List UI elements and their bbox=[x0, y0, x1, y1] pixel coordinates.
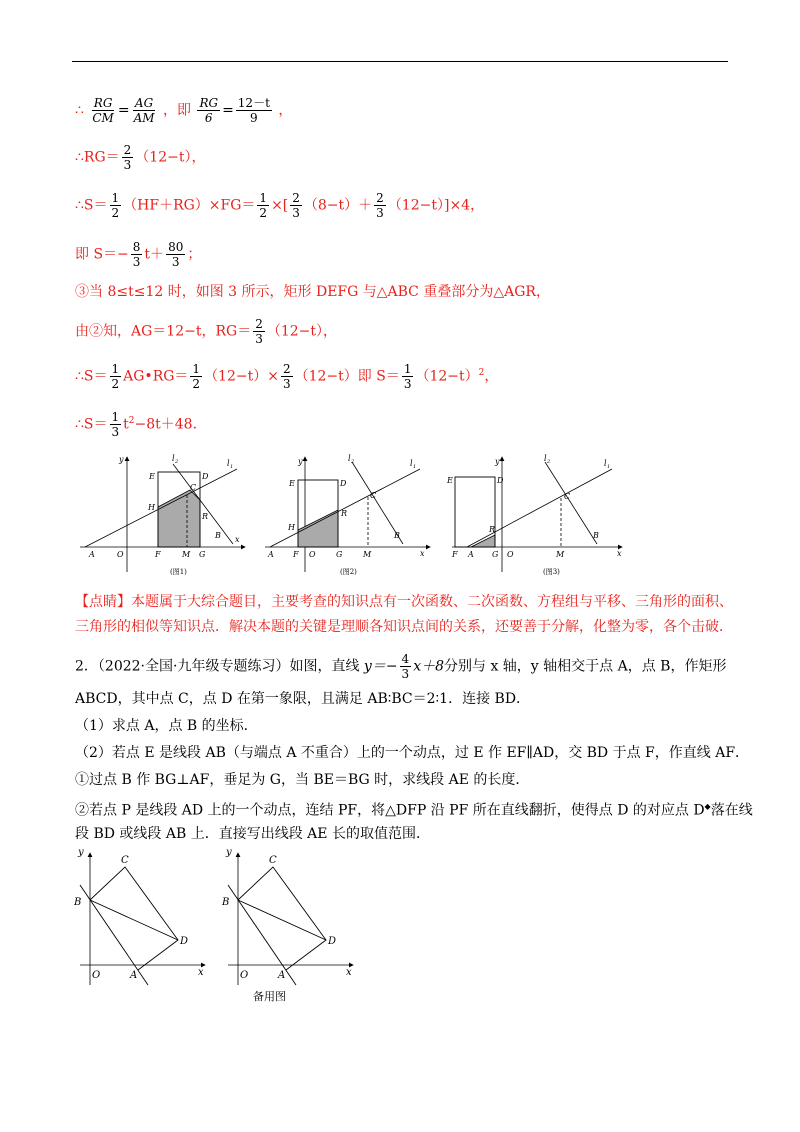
caption-figure-3: (图3) bbox=[543, 568, 560, 576]
svg-text:x: x bbox=[346, 967, 352, 978]
svg-text:H: H bbox=[148, 503, 155, 512]
shaded-overlap bbox=[471, 535, 495, 547]
text: （12−t）， bbox=[135, 149, 206, 166]
svg-text:B: B bbox=[593, 531, 599, 540]
figure-spare bbox=[221, 847, 353, 1003]
caption-figure-2: (图2) bbox=[340, 568, 357, 576]
svg-text:D: D bbox=[497, 476, 504, 485]
figure-2 bbox=[265, 454, 430, 576]
svg-text:R: R bbox=[202, 512, 209, 521]
spare-figure-caption: 备用图 bbox=[253, 990, 286, 1003]
svg-text:y: y bbox=[495, 457, 500, 466]
svg-text:1: 1 bbox=[607, 464, 611, 470]
caption-figure-1: (图1) bbox=[170, 568, 187, 576]
svg-text:x: x bbox=[617, 549, 622, 558]
svg-text:A: A bbox=[130, 970, 138, 981]
svg-text:1: 1 bbox=[230, 464, 234, 470]
svg-text:G: G bbox=[492, 550, 499, 559]
solution-line-2 bbox=[75, 143, 205, 172]
svg-text:l: l bbox=[227, 459, 230, 468]
solution-line-6: 由②知，AG＝12−t，RG＝ $\frac{2}{3}$ （12−t）， bbox=[75, 317, 338, 346]
svg-text:l: l bbox=[544, 454, 547, 463]
solution-line-1: ∴ $\frac{RG}{CM}$ = $\frac{AG}{AM}$ ，即 $\frac{RG}{6}$ = $\frac{12-t}{9}$ ， bbox=[75, 96, 293, 125]
fraction: $\frac{1}{3}$ bbox=[111, 410, 120, 439]
svg-text:E: E bbox=[447, 476, 453, 485]
comment-tag: 【点睛】 bbox=[75, 594, 131, 610]
svg-text:M: M bbox=[363, 550, 372, 559]
fraction: $\frac{1}{2}$ bbox=[192, 362, 201, 391]
fraction: $\frac{1}{2}$ bbox=[259, 191, 268, 220]
svg-text:2: 2 bbox=[175, 459, 179, 465]
svg-text:D: D bbox=[340, 479, 347, 488]
svg-text:x: x bbox=[198, 967, 204, 978]
svg-text:C: C bbox=[269, 855, 277, 866]
prime-mark: ◆ bbox=[704, 802, 711, 811]
svg-text:B: B bbox=[215, 531, 221, 540]
fraction: $\frac{12-t}{9}$ bbox=[237, 96, 270, 125]
fraction: $\frac{RG}{CM}$ bbox=[92, 96, 114, 125]
svg-text:2: 2 bbox=[547, 459, 551, 465]
fraction: $\frac{1}{2}$ bbox=[111, 191, 120, 220]
figure-main bbox=[73, 847, 205, 985]
svg-text:A: A bbox=[89, 550, 95, 559]
question-1: （1）求点 A，点 B 的坐标． bbox=[75, 718, 258, 734]
text: ， bbox=[278, 102, 293, 119]
solution-figures bbox=[75, 452, 635, 582]
svg-text:R: R bbox=[341, 509, 348, 518]
svg-text:B: B bbox=[222, 897, 230, 908]
svg-text:O: O bbox=[92, 970, 101, 981]
question-2a: ①过点 B 作 BG⊥AF，垂足为 G，当 BE＝BG 时，求线段 AE 的长度． bbox=[75, 772, 530, 788]
figure-1 bbox=[80, 454, 245, 576]
question-2: （2）若点 E 是线段 AB（与端点 A 不重合）上的一个动点，过 E 作 EF∥AD，交 BD 于点 F，作直线 AF． bbox=[75, 745, 750, 761]
svg-text:l: l bbox=[348, 454, 351, 463]
fraction: $\frac{2}{3}$ bbox=[292, 191, 300, 220]
svg-text:l: l bbox=[604, 459, 607, 468]
svg-text:B: B bbox=[394, 531, 400, 540]
header-rule bbox=[72, 61, 728, 62]
svg-text:G: G bbox=[199, 550, 206, 559]
svg-text:O: O bbox=[240, 970, 249, 981]
fraction: $\frac{2}{3}$ bbox=[123, 143, 132, 172]
text: ∴RG＝ bbox=[75, 149, 120, 166]
svg-text:l: l bbox=[410, 459, 413, 468]
fraction: $\frac{2}{3}$ bbox=[282, 362, 291, 391]
svg-text:C: C bbox=[121, 855, 129, 866]
svg-text:D: D bbox=[180, 936, 189, 947]
fraction: $\frac{80}{3}$ bbox=[168, 240, 184, 269]
svg-text:E: E bbox=[289, 479, 295, 488]
problem-2-line-1: 2．（2022·全国·九年级专题练习）如图，直线 y＝− $\frac{4}{3}$ x＋8分别与 x 轴，y 轴相交于点 A，点 B，作矩形 bbox=[75, 652, 727, 681]
fraction: $\frac{AG}{AM}$ bbox=[133, 96, 155, 125]
svg-text:A: A bbox=[278, 970, 286, 981]
fraction: $\frac{2}{3}$ bbox=[376, 191, 384, 220]
svg-text:F: F bbox=[293, 550, 299, 559]
svg-text:O: O bbox=[309, 550, 316, 559]
therefore-symbol: ∴ bbox=[75, 102, 84, 119]
fraction: $\frac{1}{2}$ bbox=[111, 362, 120, 391]
svg-text:A: A bbox=[268, 550, 274, 559]
text: ，即 bbox=[162, 102, 191, 119]
svg-text:A: A bbox=[468, 550, 474, 559]
svg-text:B: B bbox=[74, 897, 82, 908]
svg-text:1: 1 bbox=[413, 464, 417, 470]
svg-text:C: C bbox=[564, 492, 571, 501]
figure-3 bbox=[446, 454, 622, 576]
svg-text:y: y bbox=[298, 457, 303, 466]
comment-line-1: 【点睛】本题属于大综合题目，主要考查的知识点有一次函数、二次函数、方程组与平移、三角形的面积、 bbox=[75, 594, 733, 610]
fraction: $\frac{4}{3}$ bbox=[401, 652, 410, 681]
svg-text:O: O bbox=[507, 550, 514, 559]
solution-line-3: ∴S＝ $\frac{1}{2}$ （HF＋RG）×FG＝ $\frac{1}{2}$ ×[ $\frac{2}{3}$ （8−t）＋ $\frac{2}{3}$ （12−t）]×4， bbox=[75, 191, 485, 220]
svg-text:D: D bbox=[202, 472, 209, 481]
question-2b: ②若点 P 是线段 AD 上的一个动点，连结 PF，将△DFP 沿 PF 所在直线翻折，使得点 D 的对应点 D◆落在线 bbox=[75, 802, 753, 819]
fraction: $\frac{2}{3}$ bbox=[255, 317, 263, 346]
svg-text:D: D bbox=[328, 936, 337, 947]
question-2b-cont: 段 BD 或线段 AB 上．直接写出线段 AE 长的取值范围． bbox=[75, 826, 430, 842]
svg-text:M: M bbox=[556, 550, 565, 559]
problem-number: 2． bbox=[75, 658, 98, 675]
svg-text:H: H bbox=[288, 523, 295, 532]
comment-line-2: 三角形的相似等知识点．解决本题的关键是理顺各知识点间的关系，还要善于分解，化整为零，各个击破． bbox=[75, 619, 733, 635]
svg-text:y: y bbox=[78, 847, 84, 858]
svg-text:R: R bbox=[489, 525, 496, 534]
shaded-overlap bbox=[298, 510, 338, 547]
fraction: $\frac{RG}{6}$ bbox=[199, 96, 219, 125]
svg-text:E: E bbox=[149, 472, 155, 481]
fraction: $\frac{8}{3}$ bbox=[132, 240, 141, 269]
svg-text:F: F bbox=[155, 550, 161, 559]
solution-line-8: ∴S＝ $\frac{1}{3}$ $t^2-8t+48$． bbox=[75, 410, 207, 439]
svg-text:y: y bbox=[119, 455, 124, 464]
svg-text:F: F bbox=[452, 550, 458, 559]
problem-figures bbox=[70, 845, 370, 1010]
svg-text:x: x bbox=[420, 549, 425, 558]
svg-text:y: y bbox=[226, 847, 232, 858]
svg-text:l: l bbox=[172, 454, 175, 463]
rectangle-defg bbox=[455, 477, 495, 547]
svg-text:C: C bbox=[190, 483, 197, 492]
svg-text:C: C bbox=[370, 491, 377, 500]
svg-text:M: M bbox=[182, 550, 191, 559]
solution-line-4: 即 S＝− $\frac{8}{3}$ t＋ $\frac{80}{3}$ ； bbox=[75, 240, 202, 269]
solution-line-7: ∴S＝ $\frac{1}{2}$ AG•RG＝ $\frac{1}{2}$ （12−t）× $\frac{2}{3}$ （12−t）即 S＝ $\frac{1}{3}$ $(12-t)^2$， bbox=[75, 362, 499, 391]
problem-2-line-2: ABCD，其中点 C，点 D 在第一象限，且满足 AB∶BC＝2∶1．连接 BD． bbox=[75, 691, 531, 707]
fraction: $\frac{1}{3}$ bbox=[403, 362, 412, 391]
svg-text:2: 2 bbox=[351, 459, 355, 465]
svg-text:x: x bbox=[235, 535, 240, 544]
solution-line-5: ③当 8≤t≤12 时，如图 3 所示，矩形 DEFG 与△ABC 重叠部分为△AGR， bbox=[75, 284, 550, 300]
svg-text:O: O bbox=[117, 550, 124, 559]
svg-text:G: G bbox=[336, 550, 343, 559]
